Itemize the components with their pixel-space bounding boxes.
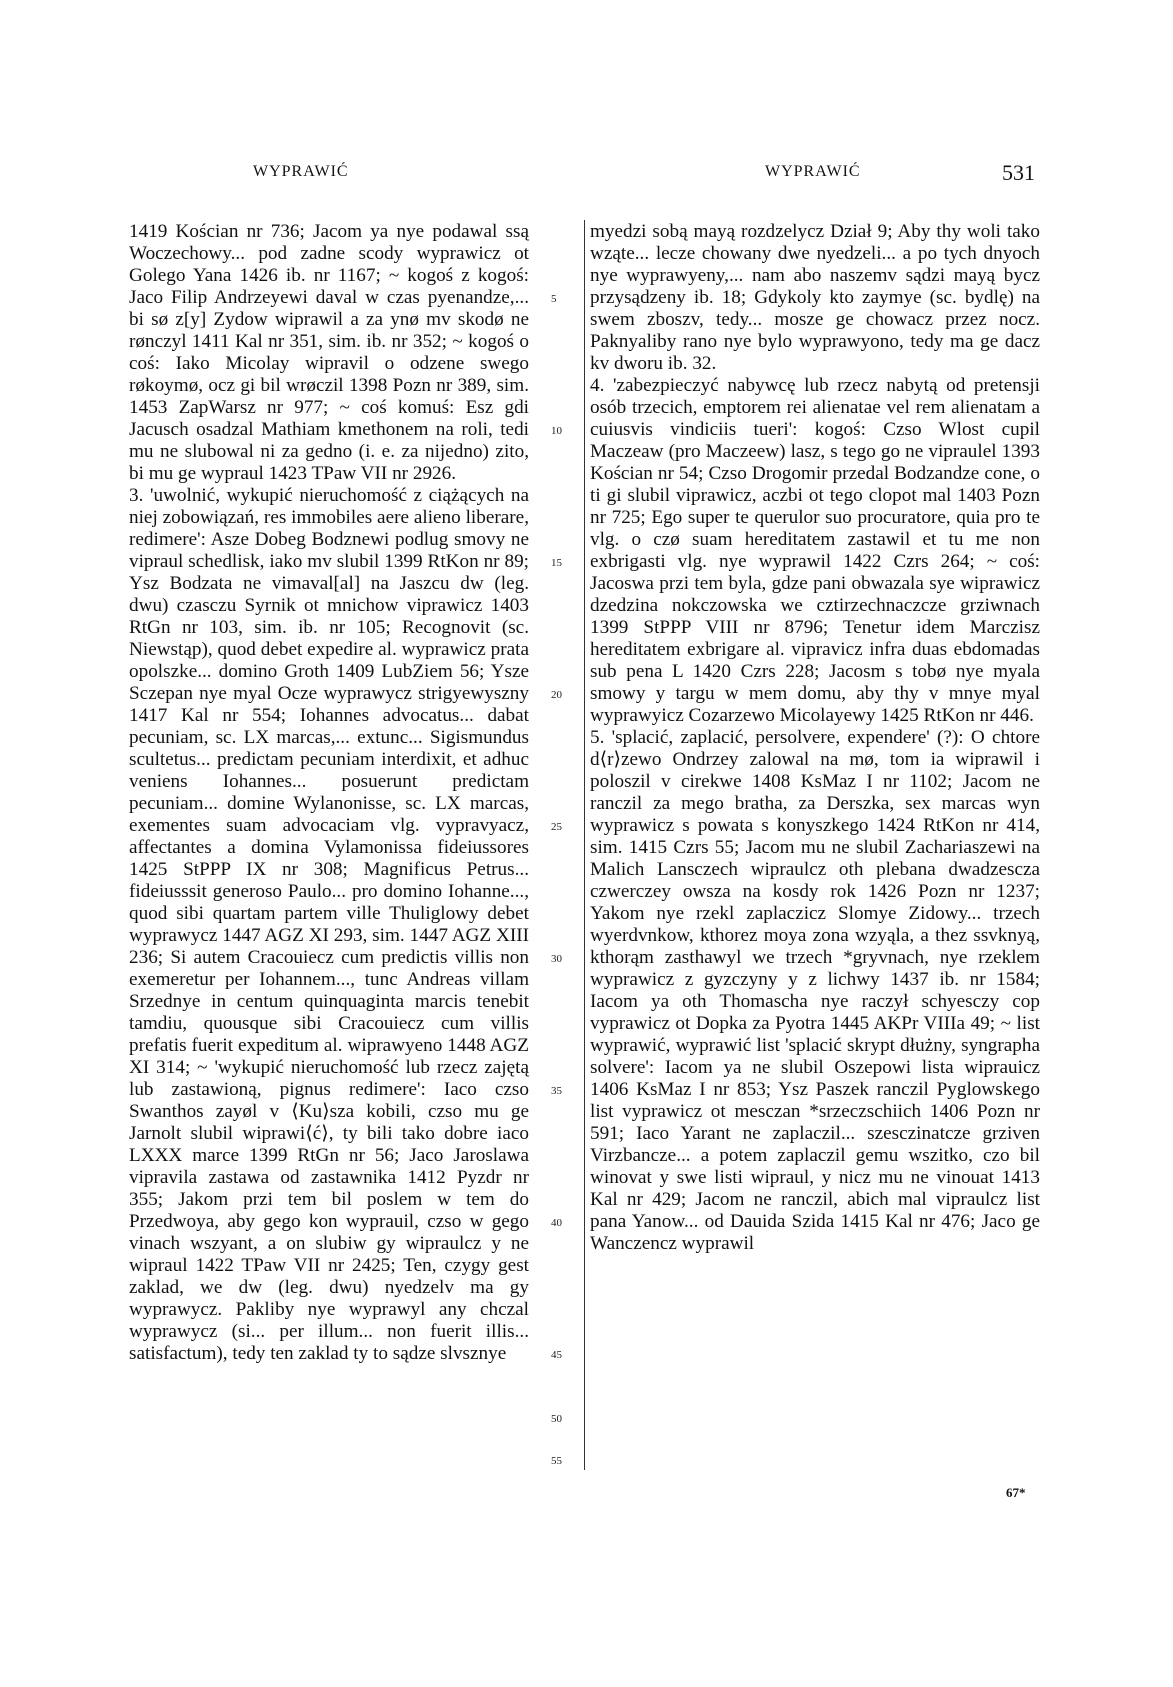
line-number: 5	[551, 293, 557, 305]
line-number: 10	[551, 425, 562, 437]
page-number: 531	[1002, 160, 1035, 185]
line-number: 15	[551, 557, 562, 569]
line-number: 45	[551, 1349, 562, 1361]
line-number: 25	[551, 821, 562, 833]
line-number: 40	[551, 1217, 562, 1229]
line-number: 30	[551, 953, 562, 965]
line-number: 35	[551, 1085, 562, 1097]
column-divider	[584, 220, 585, 1470]
line-number: 55	[551, 1455, 562, 1467]
right-column-text: myedzi sobą mayą rozdzelycz Dział 9; Aby thy woli tako wząte... lecze chowany dwe nyedzeli... a po tych dnyoch nye wyprawyeny,... nam abo naszemv sądzi mayą bycz przysądzeny ib. 18; Gdykoly kto zaymye (sc. bydlę) na swem zboszv, tedy... mosze ge chowacz przez nocz. Paknyaliby rano nye bylo wyprawyono, tedy ma ge dacz kv dworu ib. 32. 4. 'zabezpieczyć nabywcę lub rzecz nabytą od pretensji osób trzecich, emptorem rei alienatae vel rem alienatam a cuiusvis vindiciis tueri': kogoś: Czso Wlost cupil Maczeaw (pro Maczeew) lasz, s tego go ne vipraulel 1393 Kościan nr 54; Czso Drogomir przedal Bodzandze cone, o ti gi slubil viprawicz, aczbi ot tego clopot mal 1403 Pozn nr 725; Ego super te querulor suo procuratore, quia pro te vlg. o czø suam hereditatem zastawil et tu me non exbrigasti vlg. nye wyprawil 1422 Czrs 264; ~ coś: Jacoswa przi tem byla, gdze pani obwazala sye wiprawicz dzedzina nokczowska we cztirzechnaczcze grziwnach 1399 StPPP VIII nr 8796; Tenetur idem Marczisz hereditatem exbrigare al. vipravicz infra duas ebdomadas sub pena L 1420 Czrs 228; Jacosm s tobø nye myala smowy y targu w mem domu, aby thy v mnye myal wyprawyicz Cozarzewo Micolayewy 1425 RtKon nr 446. 5. 'splacić, zaplacić, persolvere, expendere' (?): O chtore d⟨r⟩zewo Ondrzey zalowal na mø, tom ia wiprawil i poloszil v cirekwe 1408 KsMaz I nr 1102; Jacom ne ranczil za mego bratha, za Derszka, sex marcas wyn wyprawicz s powata s konyszkego 1424 RtKon nr 414, sim. 1415 Czrs 55; Jacom mu ne slubil Zachariaszewi na Malich Lansczech wipraulcz oth plebana dwadzescza czwerczey owsza na kosdy rok 1426 Pozn nr 1237; Yakom nye rzekl zaplaczicz Slomye Zidowy... trzech wyerdvnkow, kthorez moya zona wzyąla, a thez ssvknyą, kthorąm zasthawyl we trzech *gryvnach, nye rzeklem wyprawicz z gyzczyny y z lichwy 1437 ib. nr 1584; Iacom ya oth Thomascha nye raczył schyesczy cop vyprawicz ot Dopka za Pyotra 1445 AKPr VIIIa 49; ~ list wyprawić, wyprawić list 'splacić skrypt dłużny, syngrapha solvere': Iacom ya ne slubil Oszepowi lista wiprauicz 1406 KsMaz I nr 853; Ysz Paszek ranczil Pyglowskego list vyprawicz ot mesczan *srzeczschiich 1406 Pozn nr 591; Iaco Yarant ne zaplaczil... szesczinatcze grziven Virzbancze... a potem zaplaczil gemu wszitko, czo bil winovat y swe listi wipraul, y nicz mu ne vinouat 1413 Kal nr 429; Jacom ne ranczil, abich mal vipraulcz list pana Yanow... od Dauida Szida 1415 Kal nr 476; Jaco ge Wanczencz wyprawil	[590, 221, 1040, 1254]
line-number: 50	[551, 1413, 562, 1425]
signature-mark: 67*	[1006, 1485, 1026, 1500]
running-head-left: WYPRAWIĆ	[253, 163, 349, 180]
line-number: 20	[551, 689, 562, 701]
left-column-text: 1419 Kościan nr 736; Jacom ya nye podawal ssą Woczechowy... pod zadne scody wyprawicz ot Golego Yana 1426 ib. nr 1167; ~ kogoś z kogoś: Jaco Filip Andrzeyewi daval w czas pyenandze,... bi sø z[y] Zydow wiprawil a za ynø mv skodø ne rønczyl 1411 Kal nr 351, sim. ib. nr 352; ~ kogoś o coś: Iako Micolay wipravil o odzene swego røkoymø, ocz gi bil wrøczil 1398 Pozn nr 389, sim. 1453 ZapWarsz nr 977; ~ coś komuś: Esz gdi Jacusch osadzal Mathiam kmethonem na roli, tedi mu ne slubowal ni za gedno (i. e. za nijedno) zito, bi mu ge wypraul 1423 TPaw VII nr 2926. 3. 'uwolnić, wykupić nieruchomość z ciążących na niej zobowiązań, res immobiles aere alieno liberare, redimere': Asze Dobeg Bodznewi podlug smovy ne vipraul schedlisk, iako mv slubil 1399 RtKon nr 89; Ysz Bodzata ne vimaval[al] na Jaszcu dw (leg. dwu) czasczu Syrnik ot mnichow viprawicz 1403 RtGn nr 103, sim. ib. nr 105; Recognovit (sc. Niewstąp), quod debet expedire al. wyprawicz prata opolszke... domino Groth 1409 LubZiem 56; Ysze Sczepan nye myal Ocze wyprawycz strigyewyszny 1417 Kal nr 554; Iohannes advocatus... dabat pecuniam, sc. LX marcas,... extunc... Sigismundus scultetus... predictam pecuniam interdixit, et adhuc veniens Iohannes... posuerunt predictam pecuniam... domine Wylanonisse, sc. LX marcas, exementes suam advocaciam vlg. vypravyacz, affectantes a domina Vylamonissa fideiussores 1425 StPPP IX nr 308; Magnificus Petrus... fideiusssit generoso Paulo... pro domino Iohanne..., quod sibi quartam partem ville Thuliglowy debet wyprawycz 1447 AGZ XI 293, sim. 1447 AGZ XIII 236; Si autem Cracouiecz cum predictis villis non exemeretur per Iohannem..., tunc Andreas villam Srzednye in centum quinquaginta marcis tenebit tamdiu, quousque sibi Cracouiecz cum villis prefatis fuerit expeditum al. wiprawyeno 1448 AGZ XI 314; ~ 'wykupić nieruchomość lub rzecz zajętą lub zastawioną, pignus redimere': Iaco czso Swanthos zayøl v ⟨Ku⟩sza kobili, czso mu ge Jarnolt slubil wiprawi⟨ć⟩, ty bili tako dobre iaco LXXX marce 1399 RtGn nr 56; Jaco Jaroslawa vipravila zastawa od zastawnika 1412 Pyzdr nr 355; Jakom przi tem bil poslem w tem do Przedwoya, aby gego kon wyprauil, czso w gego vinach wszyant, a on slubiw gy wipraulcz y ne wipraul 1422 TPaw VII nr 2425; Ten, czygy gest zaklad, we dw (leg. dwu) nyedzelv ma gy wyprawycz. Pakliby nye wyprawyl any chczal wyprawycz (si... per illum... non fuerit illis... satisfactum), tedy ten zaklad ty to sądze slvsznye	[129, 221, 529, 1364]
running-head-right: WYPRAWIĆ	[765, 163, 861, 180]
